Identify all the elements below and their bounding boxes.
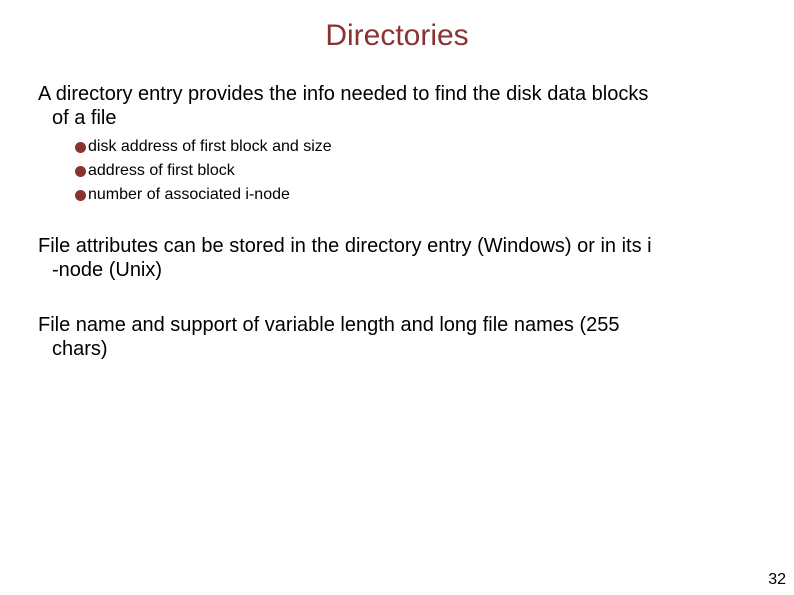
list-item	[75, 135, 332, 159]
list-item	[75, 183, 332, 207]
list-item-text: address of first block	[88, 162, 235, 179]
paragraph-line: File name and support of variable length and long file names (255	[38, 314, 620, 336]
slide-title-text: Directories	[325, 19, 469, 52]
slide-title	[0, 16, 794, 56]
paragraph-line: A directory entry provides the info needed to find the disk data blocks	[38, 83, 649, 105]
bullet-dot-icon	[75, 166, 86, 177]
paragraph-directory-entry	[38, 82, 783, 130]
paragraph-line-continued: of a file	[52, 107, 117, 129]
list-item-text: disk address of first block and size	[88, 138, 332, 155]
sub-bullet-list	[75, 135, 332, 207]
paragraph-file-name	[38, 313, 783, 361]
paragraph-file-attributes	[38, 234, 783, 282]
list-item	[75, 159, 332, 183]
paragraph-line-continued: -node (Unix)	[52, 259, 163, 281]
bullet-dot-icon	[75, 142, 86, 153]
bullet-dot-icon	[75, 190, 86, 201]
paragraph-line: File attributes can be stored in the directory entry (Windows) or in its i	[38, 235, 652, 257]
paragraph-line-continued: chars)	[52, 338, 108, 360]
list-item-text: number of associated i-node	[88, 186, 290, 203]
page-number: 32	[768, 571, 786, 588]
